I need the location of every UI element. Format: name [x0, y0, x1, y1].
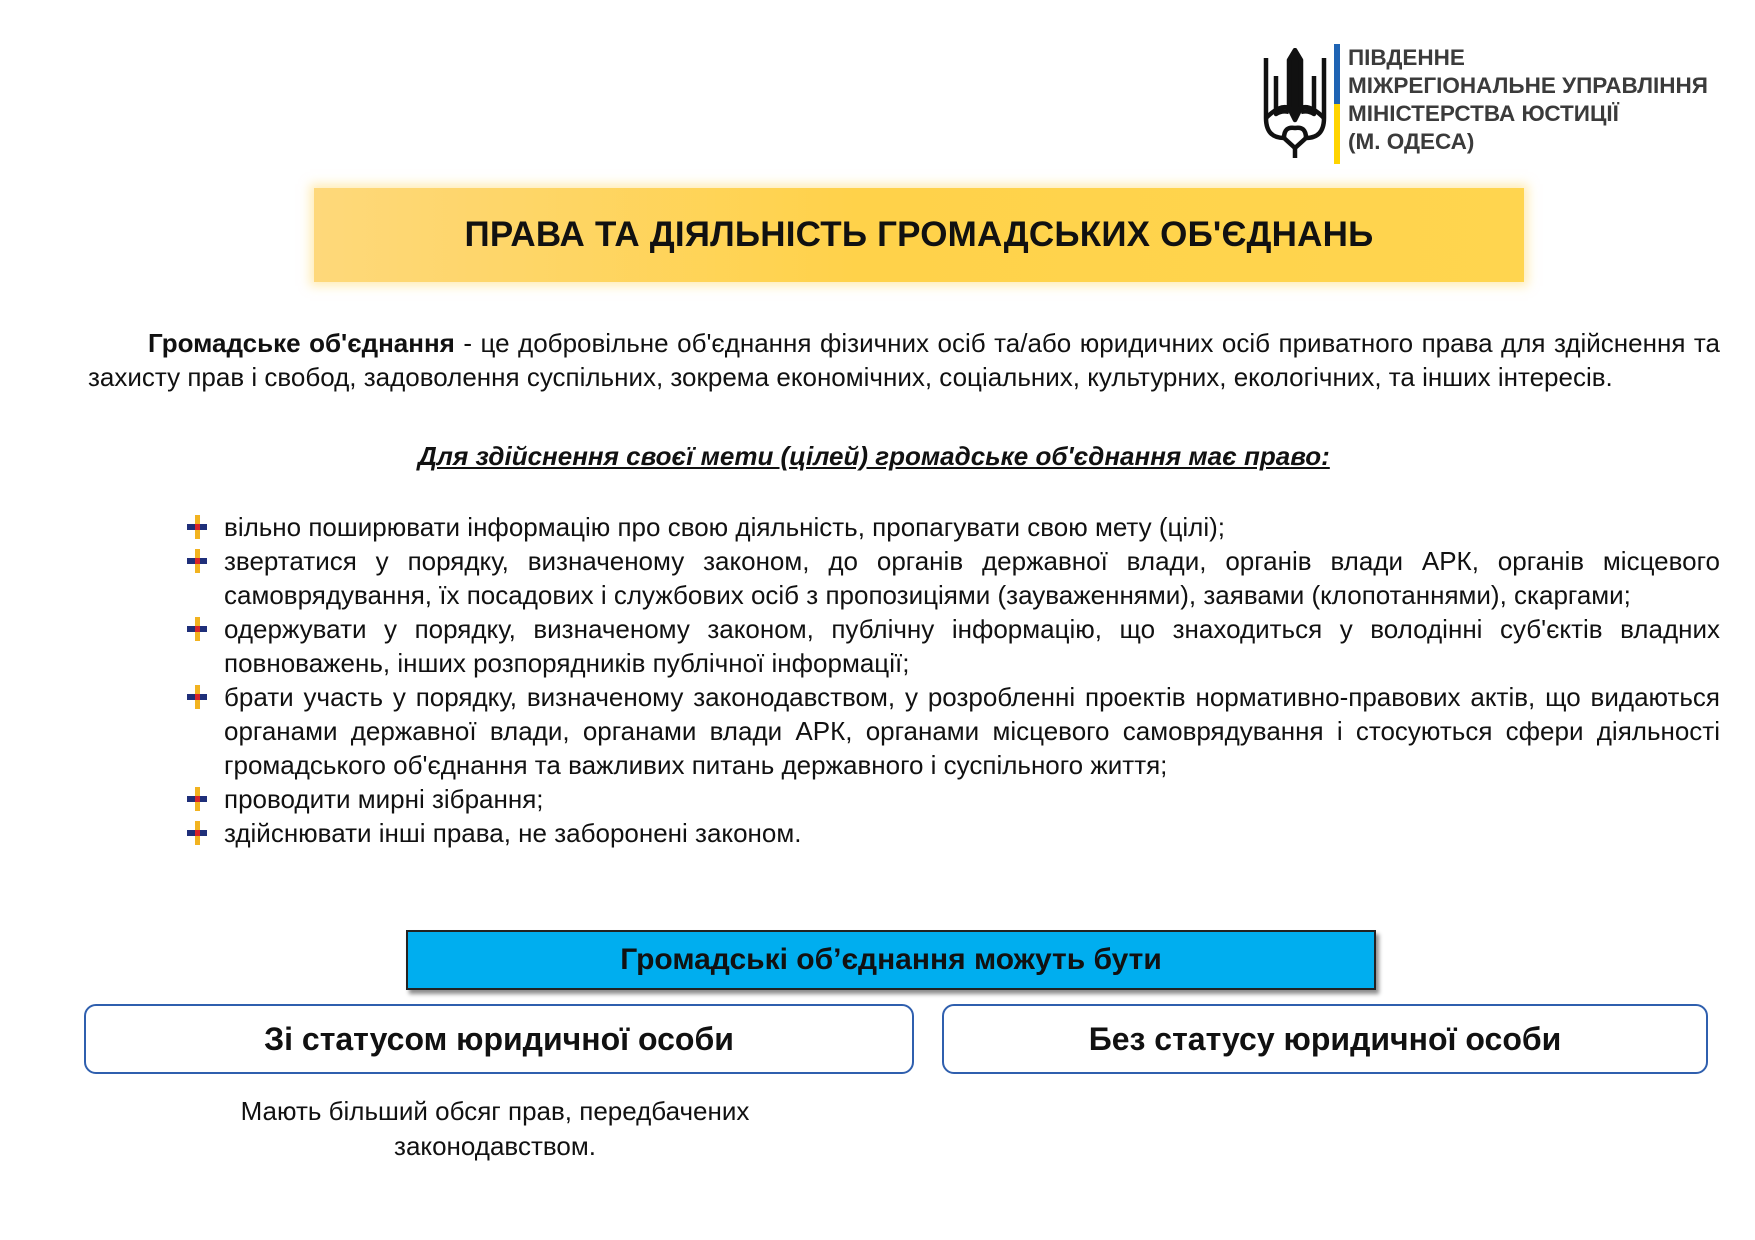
trident-icon [1262, 48, 1328, 160]
right-text: брати участь у порядку, визначеному законодавством, у розробленні проектів нормативно-правових актів, що видаються органами державної влади, органами влади АРК, органами місцевого самоврядування і стосуються сфери діяльності громадського об'єднання та важливих питань державного і суспільного життя; [224, 682, 1720, 780]
organization-name [1348, 44, 1708, 156]
page-title: ПРАВА ТА ДІЯЛЬНІСТЬ ГРОМАДСЬКИХ ОБ'ЄДНАНЬ [464, 215, 1374, 254]
flag-bar [1334, 44, 1340, 164]
list-item [184, 510, 1720, 544]
right-text: вільно поширювати інформацію про свою діяльність, пропагувати свою мету (цілі); [224, 512, 1226, 542]
definition-text: - це добровільне об'єднання фізичних осіб та/або юридичних осіб приватного права для здійснення та захисту прав і свобод, задоволення суспільних, зокрема економічних, соціальних, культурних, екологічних, та інших інтересів. [88, 328, 1720, 392]
org-line: ПІВДЕННЕ [1348, 45, 1465, 70]
with-legal-status-label: Зі статусом юридичної особи [264, 1020, 734, 1057]
list-item [184, 816, 1720, 850]
rights-heading: Для здійснення своєї мети (цілей) громадське об'єднання має право: [418, 441, 1330, 471]
org-line: МІЖРЕГІОНАЛЬНЕ УПРАВЛІННЯ [1348, 73, 1708, 98]
right-text: одержувати у порядку, визначеному законом, публічну інформацію, що знаходиться у володінні суб'єктів владних повноважень, інших розпорядників публічної інформації; [224, 614, 1720, 678]
types-heading-box [406, 930, 1376, 990]
list-item [184, 544, 1720, 612]
org-line: МІНІСТЕРСТВА ЮСТИЦІЇ [1348, 101, 1619, 126]
list-item [184, 680, 1720, 782]
types-heading: Громадські об’єднання можуть бути [620, 943, 1162, 976]
list-item [184, 612, 1720, 680]
cross-bullet-icon [184, 616, 210, 642]
title-banner [314, 188, 1524, 282]
cross-bullet-icon [184, 820, 210, 846]
definition-paragraph [88, 326, 1720, 394]
list-item [184, 782, 1720, 816]
definition-term: Громадське об'єднання [148, 328, 455, 358]
right-text: здійснювати інші права, не заборонені законом. [224, 818, 802, 848]
without-legal-status-label: Без статусу юридичної особи [1088, 1020, 1562, 1057]
with-legal-status-box [84, 1004, 914, 1074]
org-line: (М. ОДЕСА) [1348, 129, 1475, 154]
cross-bullet-icon [184, 548, 210, 574]
right-text: проводити мирні зібрання; [224, 784, 544, 814]
right-text: звертатися у порядку, визначеному законом, до органів державної влади, органів влади АРК, органів місцевого самоврядування, їх посадових і службових осіб з пропозиціями (зауваженнями), заявами (клопотаннями), скаргами; [224, 546, 1720, 610]
cross-bullet-icon [184, 514, 210, 540]
cross-bullet-icon [184, 684, 210, 710]
without-legal-status-box [942, 1004, 1708, 1074]
rights-list [184, 510, 1720, 850]
cross-bullet-icon [184, 786, 210, 812]
with-legal-status-note: Мають більший обсяг прав, передбачених законодавством. [240, 1096, 750, 1161]
ministry-logo [1262, 44, 1732, 169]
